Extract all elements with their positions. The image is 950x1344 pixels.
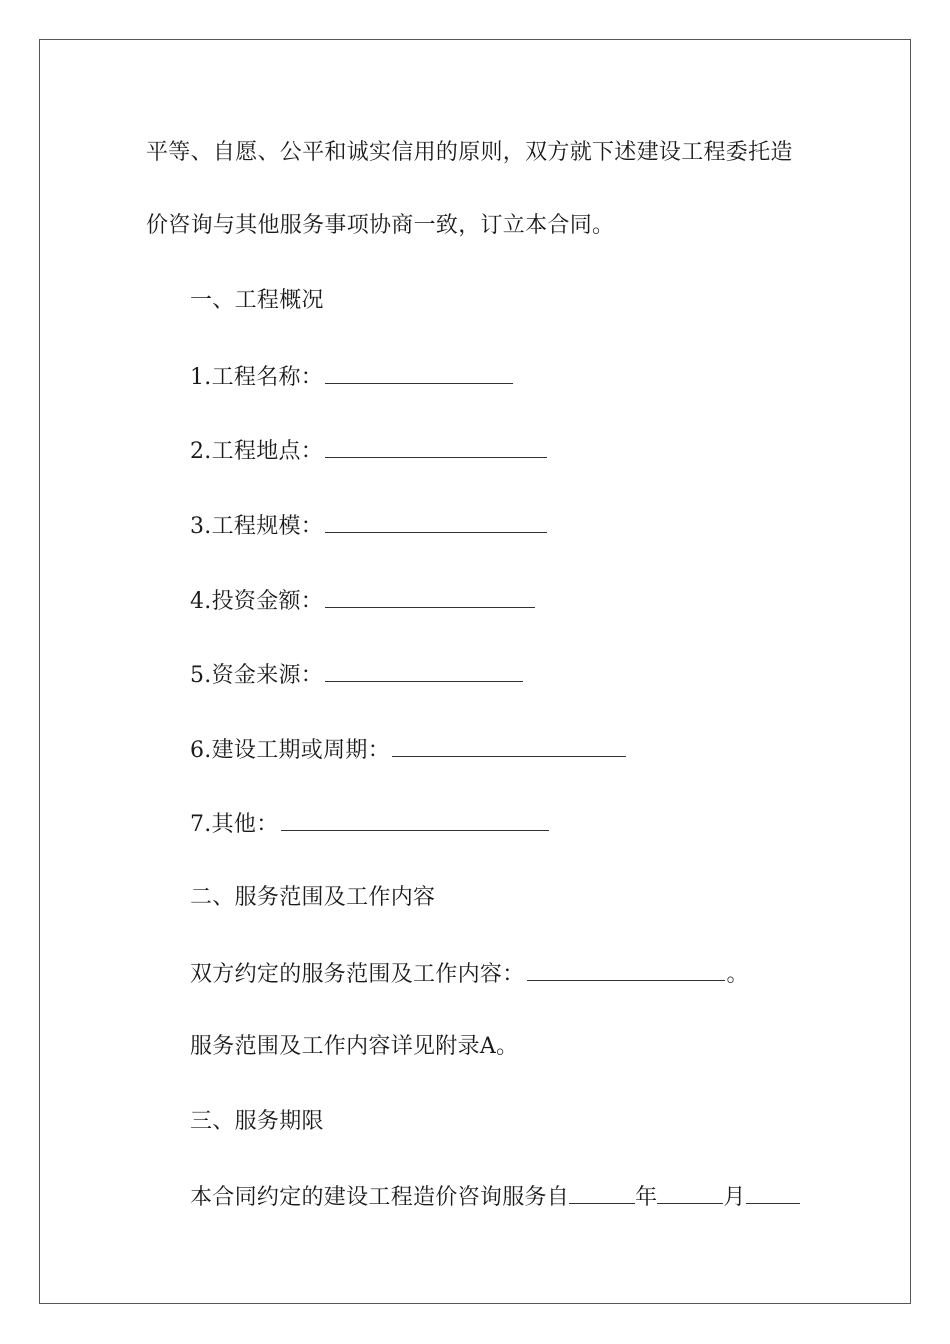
project-name-label: 1.工程名称： [190, 365, 324, 390]
investment-amount-label: 4.投资金额： [190, 589, 324, 614]
day-blank[interactable] [746, 1181, 800, 1204]
paragraph-line-1: 平等、自愿、公平和诚实信用的原则，双方就下述建设工程委托造 [146, 140, 793, 165]
service-scope-agreement-label: 双方约定的服务范围及工作内容： [190, 962, 525, 987]
other-label: 7.其他： [190, 812, 279, 837]
funding-source-blank[interactable] [325, 659, 523, 682]
funding-source-row [190, 659, 523, 691]
construction-period-row [190, 734, 626, 766]
service-scope-agreement-row [190, 958, 749, 990]
project-name-blank[interactable] [325, 361, 513, 384]
project-location-blank[interactable] [325, 435, 547, 458]
project-location-label: 2.工程地点： [190, 439, 324, 464]
project-scale-row [190, 510, 547, 542]
section-heading-project-overview: 一、工程概况 [190, 288, 324, 313]
year-blank[interactable] [569, 1181, 635, 1204]
investment-amount-row [190, 585, 535, 617]
month-label: 月 [723, 1185, 746, 1210]
investment-amount-blank[interactable] [325, 585, 535, 608]
project-location-row [190, 435, 547, 467]
section-heading-service-term: 三、服务期限 [190, 1109, 324, 1134]
year-label: 年 [635, 1185, 658, 1210]
service-term-row [190, 1181, 800, 1213]
project-scale-blank[interactable] [325, 510, 547, 533]
construction-period-blank[interactable] [392, 734, 626, 757]
month-blank[interactable] [657, 1181, 723, 1204]
section-heading-service-scope: 二、服务范围及工作内容 [190, 885, 436, 910]
construction-period-label: 6.建设工期或周期： [190, 738, 390, 763]
service-term-start-label: 本合同约定的建设工程造价咨询服务自 [190, 1185, 570, 1210]
other-row [190, 808, 549, 840]
project-name-row [190, 361, 513, 393]
other-blank[interactable] [281, 808, 549, 831]
service-scope-blank[interactable] [527, 958, 725, 981]
service-scope-period: 。 [726, 962, 749, 987]
project-scale-label: 3.工程规模： [190, 514, 324, 539]
paragraph-line-2: 价咨询与其他服务事项协商一致，订立本合同。 [146, 213, 615, 238]
appendix-reference: 服务范围及工作内容详见附录A。 [190, 1034, 519, 1059]
funding-source-label: 5.资金来源： [190, 663, 324, 688]
